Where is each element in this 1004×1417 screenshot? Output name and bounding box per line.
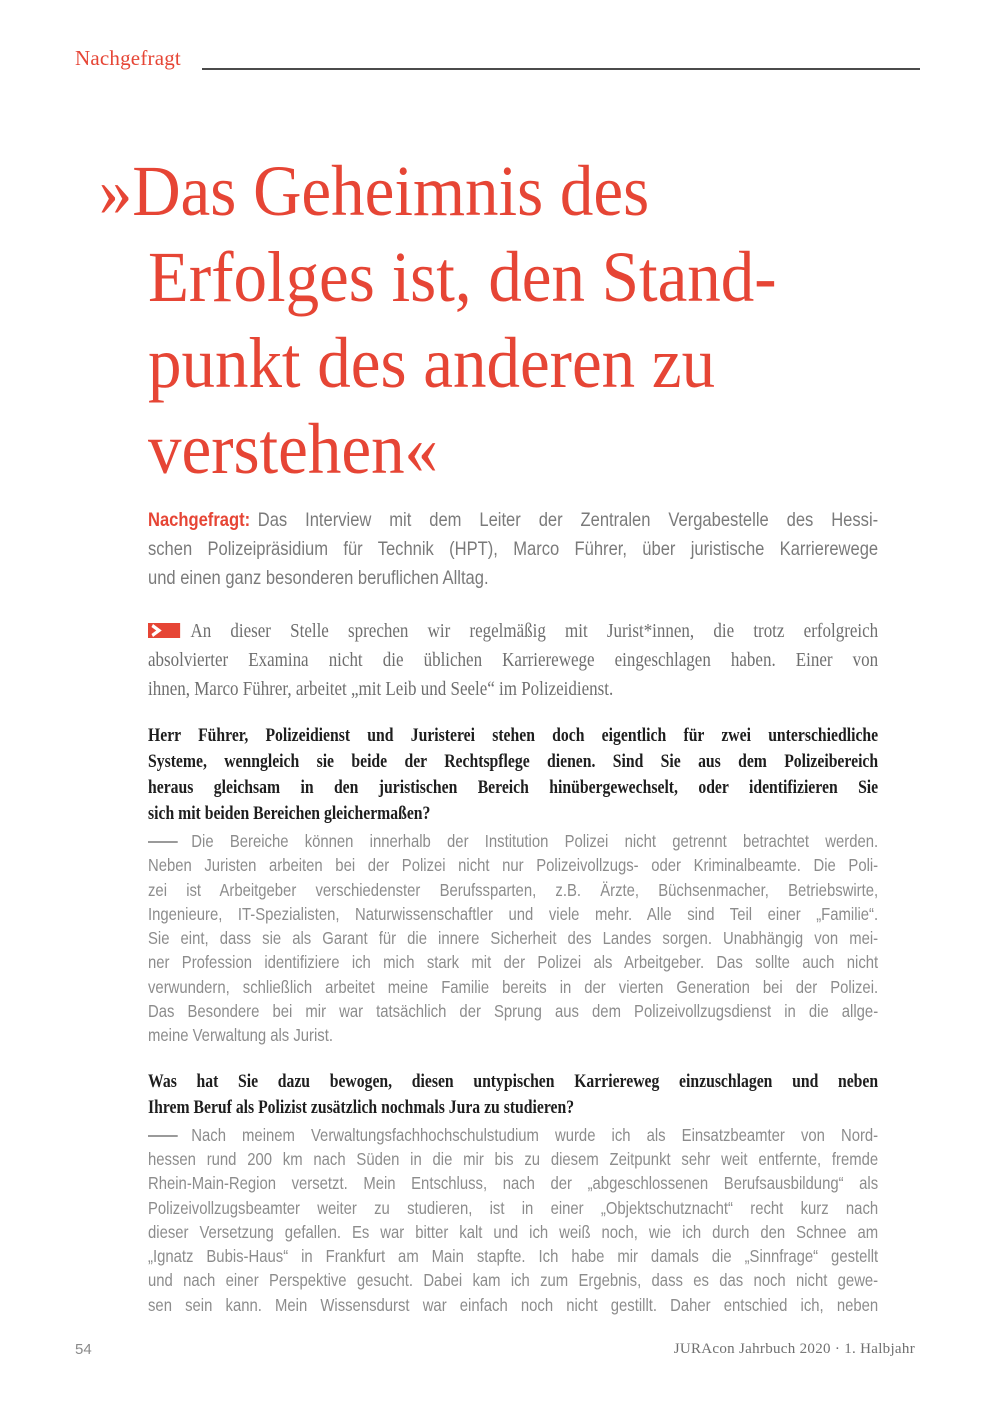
text-line: zei ist Arbeitgeber verschiedenster Berufssparten, z.B. Ärzte, Büchsenmacher, Betriebswirte, xyxy=(148,879,879,900)
text-line: sen sein kann. Mein Wissensdurst war einfach noch nicht gestillt. Daher entschied ich, neben xyxy=(148,1294,879,1315)
interview-question-2 xyxy=(148,1069,878,1121)
article-headline xyxy=(98,148,911,492)
answer-dash xyxy=(148,1135,178,1137)
text-line: Ihrem Beruf als Polizist zusätzlich nochmals Jura zu studieren? xyxy=(148,1097,575,1118)
interview-question-1 xyxy=(148,723,878,827)
text-line xyxy=(148,829,878,853)
page-number: 54 xyxy=(75,1341,92,1358)
text-line: verstehen« xyxy=(148,409,439,489)
text-line: punkt des anderen zu xyxy=(148,323,716,403)
text-line: dieser Versetzung gefallen. Es war bitter kalt und ich weiß noch, wie ich durch den Schnee am xyxy=(148,1221,879,1242)
text-line: meine Verwaltung als Jurist. xyxy=(148,1025,333,1046)
text-line: Neben Juristen arbeiten bei der Polizei nicht nur Polizeivollzugs- oder Kriminalbeamte. Die Poli- xyxy=(148,855,879,876)
text-line: Rhein-Main-Region versetzt. Mein Entschluss, nach der „abgeschlossenen Berufsausbildung“ als xyxy=(148,1173,879,1194)
text-line: „Ignatz Bubis-Haus“ in Frankfurt am Main stapfte. Ich habe mir damals die „Sinnfrage“ gestellt xyxy=(148,1246,879,1267)
text-line: Herr Führer, Polizeidienst und Juristerei stehen doch eigentlich für zwei unterschiedliche xyxy=(148,726,879,746)
text-line: verwundern, schließlich arbeitet meine Familie bereits in der vierten Generation bei der Polizei. xyxy=(148,976,879,997)
answer-rest-lines xyxy=(148,853,878,1047)
text-line: hessen rund 200 km nach Süden in die mir bis zu diesem Zeitpunkt sehr weit entfernte, fremde xyxy=(148,1148,879,1169)
text-line: heraus gleichsam in den juristischen Bereich hinübergewechselt, oder identifizieren Sie xyxy=(148,778,879,798)
text-line: ihnen, Marco Führer, arbeitet „mit Leib und Seele“ im Polizeidienst. xyxy=(148,678,614,700)
text-line: Erfolges ist, den Stand- xyxy=(148,237,777,317)
section-kicker: Nachgefragt xyxy=(75,46,181,70)
footer-journal-title: JURAcon Jahrbuch 2020 · 1. Halbjahr xyxy=(673,1341,915,1357)
lead-paragraph xyxy=(148,506,878,593)
answer-rest-lines xyxy=(148,1147,878,1317)
intro-first-line: An dieser Stelle sprechen wir regelmäßig mit Jurist*innen, die trotz erfolgreich xyxy=(190,620,879,642)
text-line: absolvierter Examina nicht die üblichen Karrierewege eingeschlagen haben. Einer von xyxy=(148,649,879,671)
intro-paragraph xyxy=(148,617,878,704)
text-line: und nach einer Perspektive gesucht. Dabei kam ich zum Ergebnis, dass es das noch nicht gewe- xyxy=(148,1270,879,1291)
text-line: Das Besondere bei mir war tatsächlich der Sprung aus dem Polizeivollzugsdienst in die allge- xyxy=(148,1001,879,1022)
text-line xyxy=(148,617,878,646)
lead-rest-lines xyxy=(148,535,878,593)
red-flag-icon xyxy=(148,623,180,638)
answer-dash xyxy=(148,841,178,843)
interview-answer-2 xyxy=(148,1123,878,1317)
text-line xyxy=(148,506,878,535)
text-line: Systeme, wenngleich sie beide der Rechtspflege dienen. Sind Sie aus dem Polizeibereich xyxy=(148,752,879,772)
text-line: und einen ganz besonderen beruflichen Alltag. xyxy=(148,567,489,589)
text-line: sich mit beiden Bereichen gleichermaßen? xyxy=(148,804,431,824)
intro-rest-lines xyxy=(148,646,878,704)
main-column xyxy=(98,148,879,1317)
interview-answer-1 xyxy=(148,829,878,1048)
text-line: Was hat Sie dazu bewogen, diesen untypischen Karriereweg einzuschlagen und neben xyxy=(148,1071,879,1092)
header-rule xyxy=(202,68,920,70)
text-line: »Das Geheimnis des xyxy=(98,151,650,231)
lead-first-line: Das Interview mit dem Leiter der Zentralen Vergabestelle des Hessi- xyxy=(257,509,879,531)
lead-label: Nachgefragt: xyxy=(148,509,251,531)
text-line: ner Profession identifiziere ich mich stark mit der Polizei als Arbeitgeber. Das sollte auch nicht xyxy=(148,952,879,973)
answer-first-line: Nach meinem Verwaltungsfachhochschulstudium wurde ich als Einsatzbeamter von Nord- xyxy=(191,1124,879,1145)
text-line: schen Polizeipräsidium für Technik (HPT), Marco Führer, über juristische Karrierewege xyxy=(148,538,879,560)
text-line: Polizeivollzugsbeamter weiter zu studieren, ist in einer „Objektschutznacht“ recht kurz nach xyxy=(148,1197,879,1218)
text-line: Sie eint, dass sie als Garant für die innere Sicherheit des Landes sorgen. Unabhängig von mei- xyxy=(148,928,879,949)
text-line: Ingenieure, IT-Spezialisten, Naturwissenschaftler und viele mehr. Alle sind Teil einer „Familie“. xyxy=(148,903,879,924)
answer-first-line: Die Bereiche können innerhalb der Institution Polizei nicht getrennt betrachtet werden. xyxy=(191,831,879,851)
text-line xyxy=(148,1123,878,1147)
